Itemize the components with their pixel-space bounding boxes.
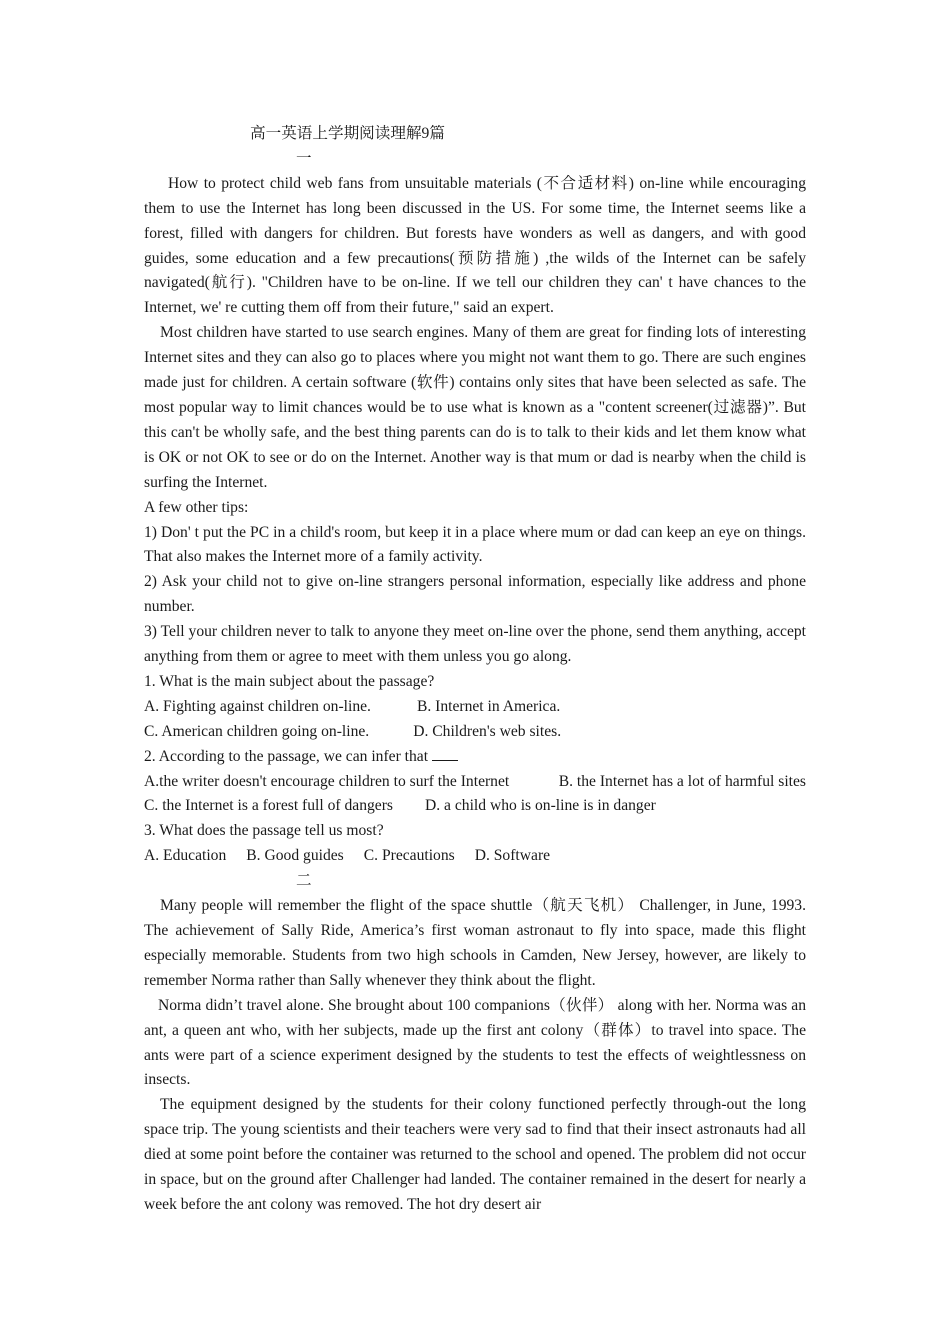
passage-2-paragraph-2: Norma didn’t travel alone. She brought about 100 companions（伙伴） along with her. Norma was an ant, a queen ant who, with her subjects, made up the first ant colony（群体）to travel into space. The ants were part of a science experiment designed by the students to test the effects of weightlessness on insects. (144, 996, 806, 1089)
answer-blank (432, 746, 458, 761)
question-3-stem: 3. What does the passage tell us most? (144, 822, 384, 840)
question-1-options-row-1 (144, 695, 806, 720)
tip-item-3: 3) Tell your children never to talk to anyone they meet on-line over the phone, send them anything, accept anything from them or agree to meet with them unless you go along. (144, 623, 807, 666)
document-page (144, 122, 806, 1218)
passage-2-paragraph-1: Many people will remember the flight of the space shuttle（航天飞机） Challenger, in June, 1993. The achievement of Sally Ride, America’s first woman astronaut to fly into space, made this flight especially memorable. Students from two high schools in Camden, New Jersey, however, are likely to remember Norma rather than Sally whenever they think about the flight. (144, 897, 806, 989)
passage-1-paragraph-1: How to protect child web fans from unsuitable materials (不合适材料) on-line while encouraging them to use the Internet has long been discussed in the US. For some time, the Internet seems like a forest, filled with dangers for children. But forests have wonders as well as dangers, and with good guides, some education and a few precautions(预防措施) ,the wilds of the Internet can be safely navigated(航行). "Children have to be on-line. If we tell our children they can' t have chances to the Internet, we' re cutting them off from their future," said an expert. (144, 174, 806, 317)
question-1-options-row-2 (144, 720, 806, 745)
tip-item-2: 2) Ask your child not to give on-line strangers personal information, especially like address and phone number. (144, 573, 806, 616)
question-3-option-c: C. Precautions (363, 847, 455, 865)
question-3-option-b: B. Good guides (246, 847, 344, 865)
tip-item-1: 1) Don' t put the PC in a child's room, but keep it in a place where mum or dad can keep an eye on things. That also makes the Internet more of a family activity. (144, 523, 806, 566)
question-2-options-row-1 (144, 770, 806, 795)
question-1-option-d: D. Children's web sites. (413, 722, 562, 740)
question-2-stem-row (144, 745, 806, 770)
question-3-option-a: A. Education (144, 847, 227, 865)
question-2-options-row-2 (144, 794, 806, 819)
question-1-stem: 1. What is the main subject about the passage? (144, 672, 435, 690)
tips-heading: A few other tips: (144, 498, 249, 516)
question-2-option-b: B. the Internet has a lot of harmful sites (558, 772, 806, 790)
question-2-option-d: D. a child who is on-line is in danger (425, 797, 656, 815)
passage-2-paragraph-3: The equipment designed by the students for their colony functioned perfectly through-out the long space trip. The young scientists and their teachers were very sad to find that their insect astronauts had all died at some point before the container was returned to the school and opened. The problem did not occur in space, but on the ground after Challenger had landed. The container remained in the desert for nearly a week before the ant colony was removed. The hot dry desert air (144, 1096, 806, 1213)
question-1-option-c: C. American children going on-line. (144, 722, 370, 740)
question-2-option-c: C. the Internet is a forest full of dangers (144, 797, 393, 815)
question-3-options-row (144, 844, 806, 869)
document-title: 高一英语上学期阅读理解9篇 (250, 125, 445, 142)
question-2-stem: 2. According to the passage, we can infer that (144, 747, 429, 765)
passage-1-paragraph-2: Most children have started to use search engines. Many of them are great for finding lots of interesting Internet sites and they can also go to places where you might not want them to go. There are such engines made just for children. A certain software (软件) contains only sites that have been selected as safe. The most popular way to limit chances would be to use what is known as a "content screener(过滤器)”. But this can't be wholly safe, and the best thing parents can do is to talk to their kids and let them know what is OK or not OK to see or do on the Internet. Another way is that mum or dad is nearby when the child is surfing the Internet. (144, 324, 806, 491)
question-2-option-a: A.the writer doesn't encourage children to surf the Internet (144, 772, 510, 790)
question-1-option-b: B. Internet in America. (416, 697, 561, 715)
section-number-2: 二 (296, 872, 312, 890)
question-1-option-a: A. Fighting against children on-line. (144, 697, 371, 715)
section-number-1: 一 (296, 149, 312, 167)
question-3-option-d: D. Software (474, 847, 551, 865)
